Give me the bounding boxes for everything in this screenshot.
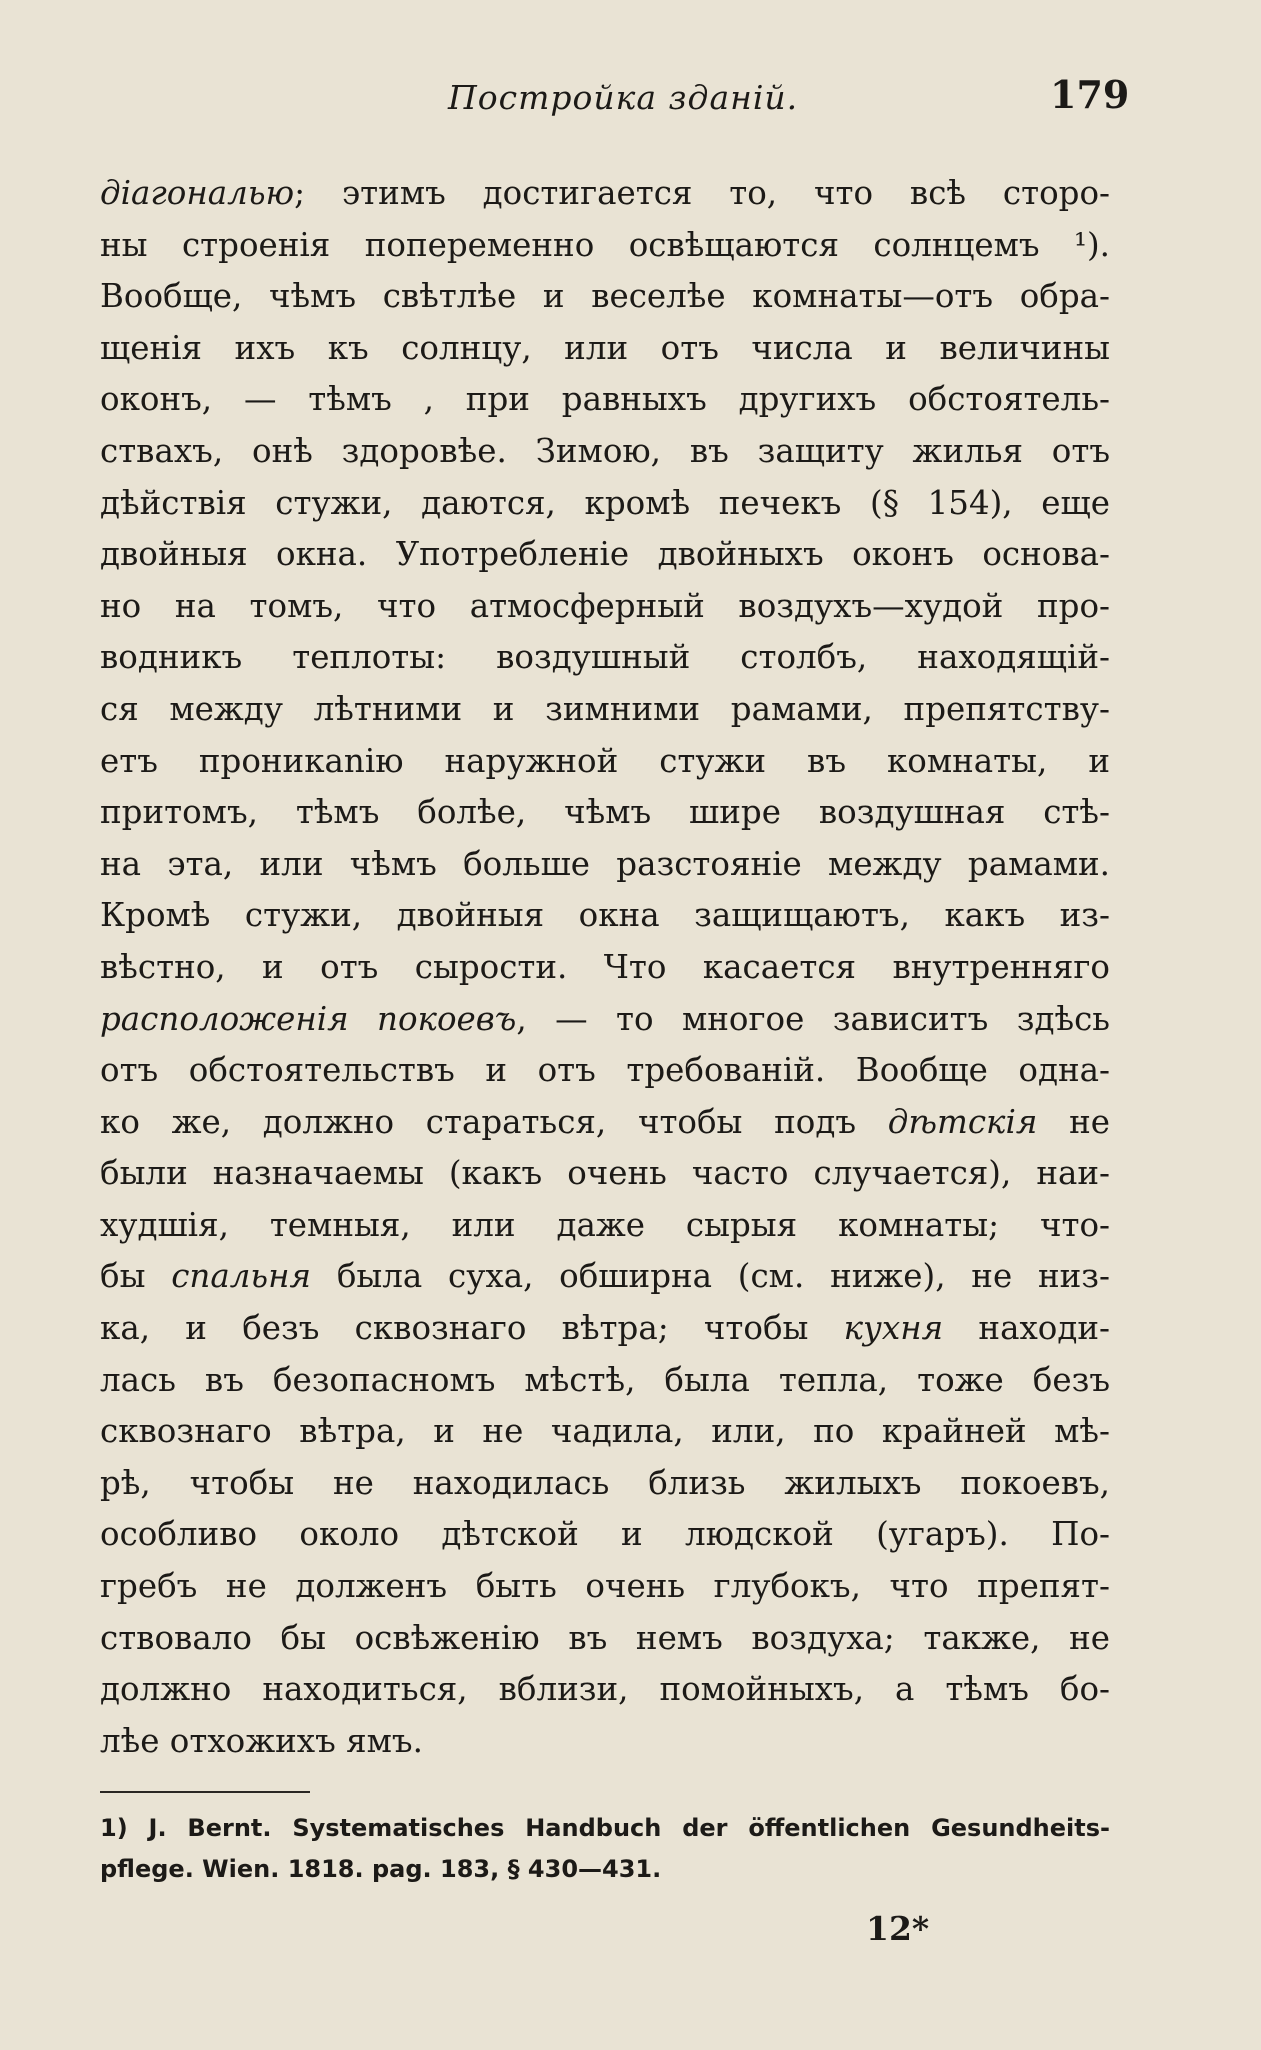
footnote-line xyxy=(100,1849,1110,1890)
text-run: была суха, обширна (см. ниже), не низ- xyxy=(311,1257,1110,1296)
italic-term: кухня xyxy=(843,1309,944,1348)
text-line xyxy=(100,1509,1110,1561)
text-line xyxy=(100,271,1110,323)
text-run: притомъ, тѣмъ болѣе, чѣмъ шире воздушная стѣ- xyxy=(100,793,1110,832)
text-run: не xyxy=(1037,1102,1110,1141)
page-number: 179 xyxy=(1050,72,1130,117)
text-line xyxy=(100,684,1110,736)
text-run: отъ обстоятельствъ и отъ требованій. Вообще одна- xyxy=(100,1051,1110,1090)
text-run: гребъ не долженъ быть очень глубокъ, что препят- xyxy=(100,1567,1110,1606)
text-run: были назначаемы (какъ очень часто случается), наи- xyxy=(100,1154,1110,1193)
text-line xyxy=(100,890,1110,942)
footnote-rule xyxy=(100,1791,310,1793)
running-title: Постройка зданій. xyxy=(448,78,799,117)
text-line xyxy=(100,787,1110,839)
text-line xyxy=(100,220,1110,272)
text-run: ствахъ, онѣ здоровѣе. Зимою, въ защиту жилья отъ xyxy=(100,431,1110,470)
text-line xyxy=(100,1148,1110,1200)
text-line xyxy=(100,323,1110,375)
text-run: ко же, должно стараться, чтобы подъ xyxy=(100,1102,888,1141)
text-run: ся между лѣтними и зимними рамами, препятству- xyxy=(100,689,1110,728)
text-run: сквознаго вѣтра, и не чадила, или, по крайней мѣ- xyxy=(100,1412,1110,1451)
text-line xyxy=(100,529,1110,581)
signature-mark: 12* xyxy=(866,1909,930,1948)
text-line xyxy=(100,1355,1110,1407)
text-run: pflege. Wien. 1818. pag. 183, § 430—431. xyxy=(100,1855,662,1883)
text-run: должно находиться, вблизи, помойныхъ, а тѣмъ бо- xyxy=(100,1670,1110,1709)
text-run: но на томъ, что атмосферный воздухъ—худой про- xyxy=(100,586,1110,625)
text-run: Systematisches Handbuch der öffentlichen Gesundheits- xyxy=(271,1814,1110,1842)
footnote-line xyxy=(100,1808,1110,1849)
text-run: етъ проникаnію наружной стужи въ комнаты, и xyxy=(100,741,1110,780)
text-line xyxy=(100,1561,1110,1613)
italic-term: діагональю xyxy=(100,174,295,212)
footnote xyxy=(100,1808,1110,1890)
text-run: , — то многое зависитъ здѣсь xyxy=(516,999,1110,1038)
text-line xyxy=(100,839,1110,891)
text-line xyxy=(100,736,1110,788)
text-line xyxy=(100,426,1110,478)
text-line xyxy=(100,1406,1110,1458)
text-run: 1) xyxy=(100,1814,149,1842)
text-run: ; этимъ достигается то, что всѣ сторо- xyxy=(294,174,1110,212)
text-line xyxy=(100,478,1110,530)
page-header xyxy=(0,72,1261,128)
text-line xyxy=(100,1251,1110,1303)
text-run: двойныя окна. Употребленіе двойныхъ оконъ основа- xyxy=(100,535,1110,574)
text-run: ка, и безъ сквознаго вѣтра; чтобы xyxy=(100,1309,844,1348)
text-run: бы xyxy=(100,1257,172,1296)
body-text xyxy=(100,168,1110,1767)
text-line xyxy=(100,168,1110,220)
text-run: дѣйствія стужи, даются, кромѣ печекъ (§ 154), еще xyxy=(100,483,1110,522)
text-run: находи- xyxy=(943,1309,1111,1348)
text-run: водникъ теплоты: воздушный столбъ, находящій- xyxy=(100,638,1110,677)
text-run: Вообще, чѣмъ свѣтлѣе и веселѣе комнаты—отъ обра- xyxy=(100,277,1110,316)
text-run: щенія ихъ къ солнцу, или отъ числа и величины xyxy=(100,328,1110,367)
text-run: рѣ, чтобы не находилась близь жилыхъ покоевъ, xyxy=(100,1463,1110,1502)
text-line xyxy=(100,581,1110,633)
text-run: лѣе отхожихъ ямъ. xyxy=(100,1721,423,1760)
text-run: Кромѣ стужи, двойныя окна защищаютъ, какъ из- xyxy=(100,896,1110,935)
italic-term: J. Bernt. xyxy=(148,1814,272,1842)
text-run: худшія, темныя, или даже сырыя комнаты; что- xyxy=(100,1205,1110,1244)
text-line xyxy=(100,1613,1110,1665)
text-line xyxy=(100,632,1110,684)
text-run: вѣстно, и отъ сырости. Что касается внутренняго xyxy=(100,947,1110,986)
text-run: лась въ безопасномъ мѣстѣ, была тепла, тоже безъ xyxy=(100,1360,1110,1399)
text-line xyxy=(100,1045,1110,1097)
italic-term: расположенія покоевъ xyxy=(100,999,517,1038)
text-line xyxy=(100,994,1110,1046)
text-line xyxy=(100,1200,1110,1252)
italic-term: спальня xyxy=(171,1257,312,1296)
text-line xyxy=(100,1716,1110,1768)
text-line xyxy=(100,1664,1110,1716)
text-run: на эта, или чѣмъ больше разстояніе между рамами. xyxy=(100,844,1110,883)
text-line xyxy=(100,942,1110,994)
text-line xyxy=(100,1458,1110,1510)
text-line xyxy=(100,374,1110,426)
text-line xyxy=(100,1097,1110,1149)
text-line xyxy=(100,1303,1110,1355)
text-run: особливо около дѣтской и людской (угаръ). По- xyxy=(100,1515,1110,1554)
text-run: ствовало бы освѣженію въ немъ воздуха; также, не xyxy=(100,1618,1110,1657)
text-run: оконъ, — тѣмъ , при равныхъ другихъ обстоятель- xyxy=(100,380,1110,419)
text-run: ны строенія попеременно освѣщаются солнцемъ ¹). xyxy=(100,225,1110,264)
italic-term: дѣтскія xyxy=(887,1102,1038,1141)
